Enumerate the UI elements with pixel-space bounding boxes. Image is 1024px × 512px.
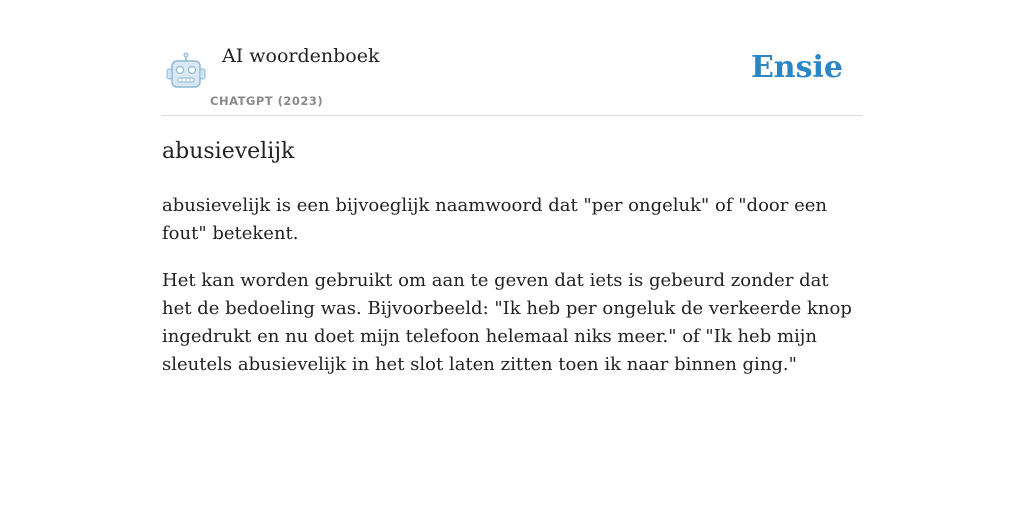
site-title: AI woordenboek	[222, 45, 380, 67]
robot-icon	[166, 52, 206, 90]
brand-logo-link[interactable]: Ensie	[750, 50, 843, 85]
definition-paragraph: abusievelijk is een bijvoeglijk naamwoord dat "per ongeluk" of "door een fout" betekent.	[162, 195, 827, 244]
header	[162, 0, 862, 116]
source-label: CHATGPT (2023)	[210, 94, 324, 108]
definition	[162, 192, 862, 398]
definition-paragraph: Het kan worden gebruikt om aan te geven dat iets is gebeurd zonder dat het de bedoeling was. Bijvoorbeeld: "Ik heb per ongeluk de verkeerde knop ingedrukt en nu doet mijn telefoon helemaal niks meer." of "Ik heb mijn sleutels abusievelijk in het slot laten zitten toen ik naar binnen ging."	[162, 270, 852, 375]
word-title: abusievelijk	[162, 139, 295, 164]
page-container	[162, 0, 862, 375]
